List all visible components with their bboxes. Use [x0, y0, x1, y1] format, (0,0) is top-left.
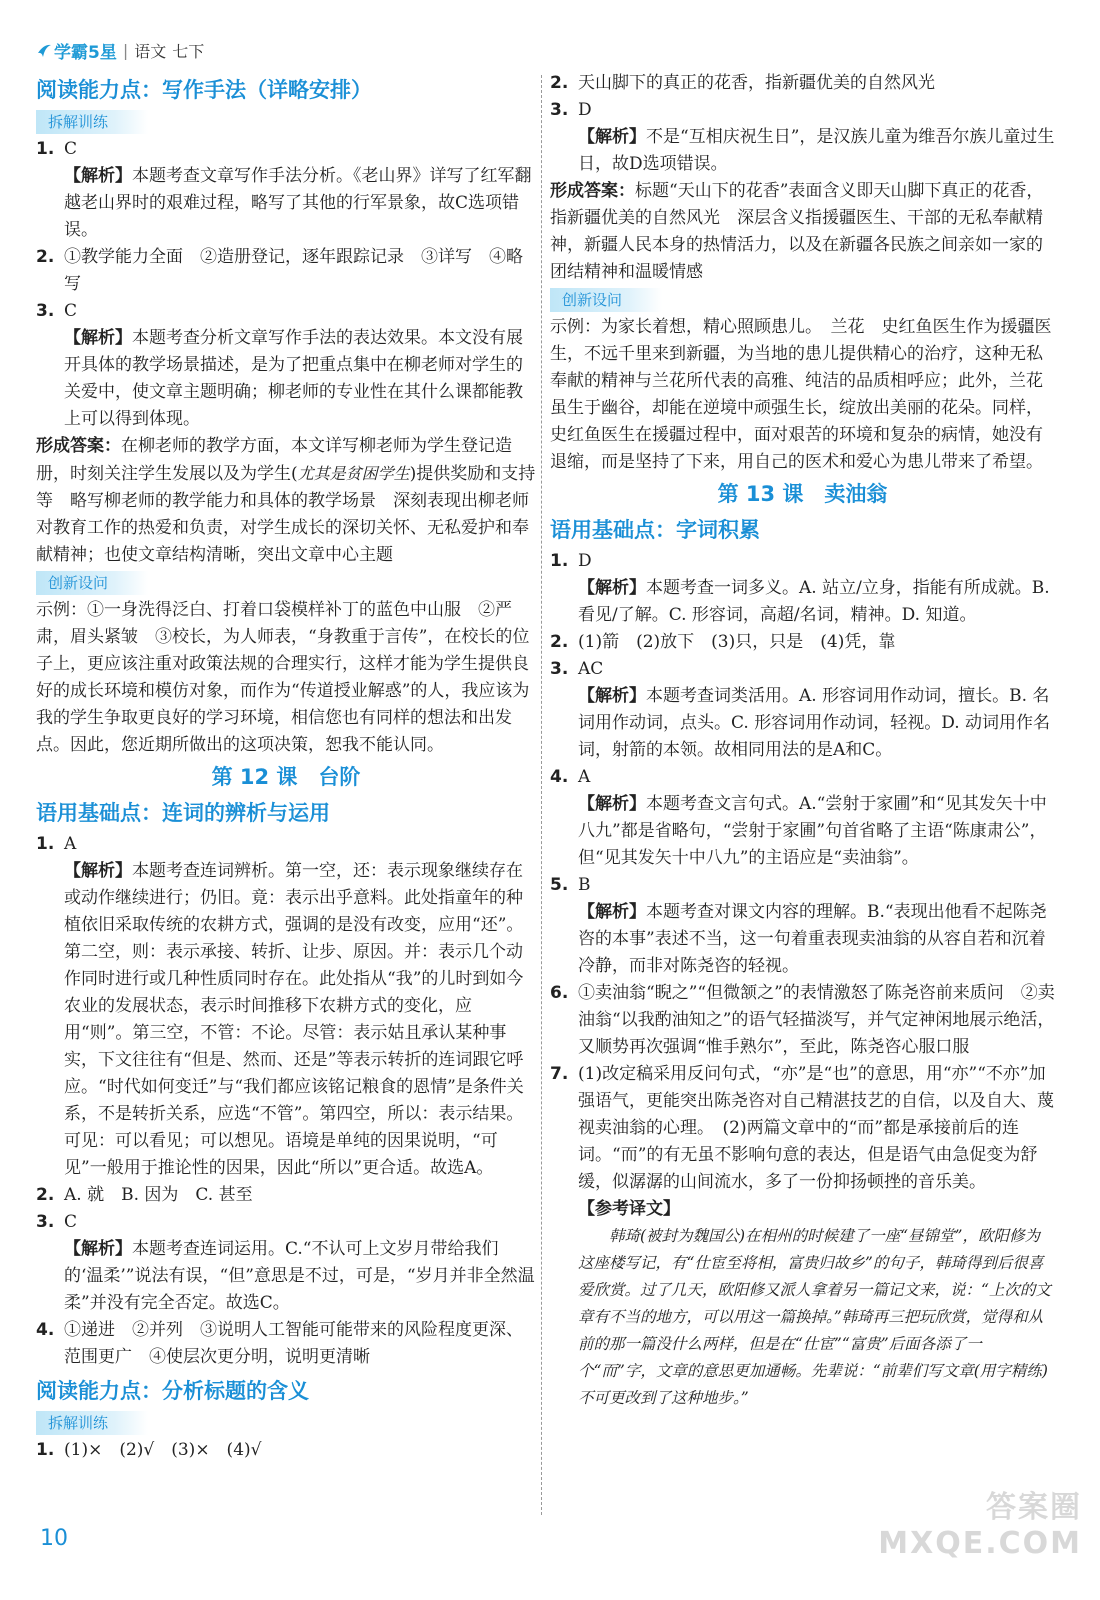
example-answer: 示例：为家长着想，精心照顾患儿。 兰花 史红鱼医生作为援疆医生，不远千里来到新疆，为当地的患儿提供精心的治疗，这种无私奉献的精神与兰花所代表的高雅、纯洁的品质相呼应；此外，兰花虽生于幽谷，却能在逆境中顽强生长，绽放出美丽的花朵。同样，史红鱼医生在援疆过程中，面对艰苦的环境和复杂的病情，她没有退缩，而是坚持了下来，用自己的医术和爱心为患儿带来了希望。: [550, 317, 1052, 472]
question-number: 1.: [36, 1440, 55, 1460]
analysis: [36, 858, 536, 1182]
tag-label: 创新设问: [36, 571, 148, 595]
brand-star-icon: [36, 43, 52, 59]
question-item: [550, 629, 1055, 656]
question-item: [550, 872, 1055, 899]
question-answer: C: [64, 301, 78, 321]
question-answer: D: [578, 551, 592, 571]
analysis-label: 【解析】: [64, 861, 132, 881]
question-answer: (1)× (2)√ (3)× (4)√: [64, 1440, 262, 1460]
column-divider: [541, 75, 542, 1515]
right-column: [550, 70, 1055, 1412]
question-answer: C: [64, 1212, 78, 1232]
question-answer: ①递进 ②并列 ③说明人工智能可能带来的风险程度更深、范围更广 ④使层次更分明，说明更清晰: [64, 1320, 523, 1367]
formed-answer-text: 标题“天山下的花香”表面含义即天山脚下真正的花香，指新疆优美的自然风光 深层含义指援疆医生、干部的无私奉献精神，新疆人民本身的热情活力，以及在新疆各民族之间亲如一家的团结精神和温暖情感: [550, 181, 1044, 282]
analysis-label: 【解析】: [578, 127, 646, 147]
analysis-label: 【解析】: [578, 686, 646, 706]
analysis-text: 本题考查连词运用。C.“不认可上文岁月带给我们的‘温柔’”说法有误，“但”意思是不过，可是，“岁月并非全然温柔”并没有完全否定。故选C。: [64, 1239, 535, 1313]
analysis: [36, 1236, 536, 1317]
question-item: [36, 298, 536, 325]
question-number: 2.: [550, 632, 569, 652]
section-title: 阅读能力点：分析标题的含义: [36, 1379, 309, 1403]
lesson-title: 第 12 课 台阶: [211, 765, 361, 789]
header: [36, 38, 204, 63]
question-number: 5.: [550, 875, 569, 895]
analysis-text: 本题考查文章写作手法分析。《老山界》详写了红军翻越老山界时的艰难过程，略写了其他的行军景象，故C选项错误。: [64, 166, 532, 240]
question-item: [36, 1317, 536, 1371]
question-item: [550, 764, 1055, 791]
analysis-label: 【解析】: [578, 578, 646, 598]
analysis: [36, 163, 536, 244]
question-item: [36, 831, 536, 858]
question-answer: B: [578, 875, 591, 895]
question-answer: 天山脚下的真正的花香，指新疆优美的自然风光: [578, 73, 935, 93]
question-answer: ①教学能力全面 ②造册登记，逐年跟踪记录 ③详写 ④略写: [64, 247, 523, 294]
question-number: 1.: [550, 551, 569, 571]
question-item: [550, 70, 1055, 97]
analysis-label: 【解析】: [578, 794, 646, 814]
question-answer: ①卖油翁“睨之”“但微颔之”的表情激怒了陈尧咨前来质问 ②卖油翁“以我酌油知之”的语气轻描淡写，并气定神闲地展示绝活，又顺势再次强调“惟手熟尔”，至此，陈尧咨心服口服: [578, 983, 1055, 1057]
question-number: 2.: [550, 73, 569, 93]
formed-answer-emphasis: 尤其是贫困学生: [297, 464, 410, 483]
lesson-title: 第 13 课 卖油翁: [717, 482, 888, 506]
section-title: 阅读能力点：写作手法（详略安排）: [36, 78, 372, 102]
analysis-text: 本题考查一词多义。A. 站立/立身，指能有所成就。B. 看见/了解。C. 形容词，高超/名词，精神。D. 知道。: [578, 578, 1050, 625]
formed-answer: [550, 178, 1055, 286]
brand-logo: [36, 38, 117, 63]
question-answer: (1)箭 (2)放下 (3)只，只是 (4)凭，靠: [578, 632, 896, 652]
analysis: [550, 899, 1055, 980]
analysis-text: 本题考查词类活用。A. 形容词用作动词，擅长。B. 名词用作动词，点头。C. 形容词用作动词，轻视。D. 动词用作名词，射箭的本领。故相同用法的是A和C。: [578, 686, 1051, 760]
brand-name: 学霸5星: [54, 43, 117, 63]
question-item: [550, 656, 1055, 683]
tag-label: 拆解训练: [36, 110, 148, 134]
question-item: [36, 1437, 536, 1464]
formed-answer-text-a: 在柳老师的教学方面，本文详写柳老师为学生登记造册，时刻关注学生发展以及为学生(: [36, 436, 512, 484]
question-answer: (1)改定稿采用反问句式，“亦”是“也”的意思，用“亦”“不亦”加强语气，更能突出陈尧咨对自己精湛技艺的自信，以及自大、蔑视卖油翁的心理。 (2)两篇文章中的“而”都是承接前后的连词。“而”的有无虽不影响句意的表达，但是语气由急促变为舒缓，似潺潺的山间流水，多了一份抑扬顿挫的音乐美。: [578, 1064, 1054, 1192]
formed-answer: [36, 433, 536, 569]
analysis: [550, 575, 1055, 629]
question-number: 2.: [36, 1185, 55, 1205]
question-item: [36, 1209, 536, 1236]
watermark-line1: 答案圈: [986, 1490, 1082, 1525]
question-number: 1.: [36, 139, 55, 159]
question-answer: A. 就 B. 因为 C. 甚至: [64, 1185, 253, 1205]
header-subject: 语文: [134, 42, 167, 61]
analysis: [36, 325, 536, 433]
question-number: 1.: [36, 834, 55, 854]
question-item: [550, 548, 1055, 575]
watermark-line2: MXQE.COM: [878, 1526, 1082, 1561]
question-number: 3.: [36, 1212, 55, 1232]
tag-label: 创新设问: [550, 288, 662, 312]
question-answer: A: [578, 767, 591, 787]
question-number: 2.: [36, 247, 55, 267]
formed-answer-text-b: )提供奖励和支持等 略写柳老师的教学能力和具体的教学场景 深刻表现出柳老师对教育工作的热爱和负责，对学生成长的深切关怀、无私爱护和奉献精神；也使文章结构清晰，突出文章中心主题: [36, 464, 536, 565]
question-number: 3.: [36, 301, 55, 321]
analysis: [550, 683, 1055, 764]
question-item: [550, 980, 1055, 1061]
section-title: 语用基础点：字词积累: [550, 518, 760, 542]
watermark: [878, 1490, 1082, 1562]
question-item: [550, 97, 1055, 124]
left-column: [36, 70, 536, 1464]
analysis-label: 【解析】: [64, 328, 132, 348]
question-answer: AC: [578, 659, 604, 679]
reference-translation: 韩琦(被封为魏国公)在相州的时候建了一座“昼锦堂”，欧阳修为这座楼写记，有“仕宦至将相，富贵归故乡”的句子，韩琦得到后很喜爱欣赏。过了几天，欧阳修又派人拿着另一篇记文来，说：“上次的文章有不当的地方，可以用这一篇换掉。”韩琦再三把玩欣赏，觉得和从前的那一篇没什么两样，但是在“仕宦”“富贵”后面各添了一个“而”字，文章的意思更加通畅。先辈说：“前辈们写文章(用字精练)不可更改到了这种地步。”: [578, 1227, 1051, 1407]
analysis-text: 本题考查对课文内容的理解。B.“表现出他看不起陈尧咨的本事”表述不当，这一句着重表现卖油翁的从容自若和沉着冷静，而非对陈尧咨的轻视。: [578, 902, 1047, 976]
page-number: 10: [40, 1526, 68, 1551]
analysis-text: 本题考查分析文章写作手法的表达效果。本文没有展开具体的教学场景描述，是为了把重点集中在柳老师对学生的关爱中，使文章主题明确；柳老师的专业性在其什么课都能教上可以得到体现。: [64, 328, 523, 429]
analysis-label: 【解析】: [578, 902, 646, 922]
question-number: 4.: [36, 1320, 55, 1340]
tag-label: 拆解训练: [36, 1411, 148, 1435]
analysis-text: 本题考查连词辨析。第一空，还：表示现象继续存在或动作继续进行；仍旧。竟：表示出乎意料。此处指童年的种植依旧采取传统的农耕方式，强调的是没有改变，应用“还”。第二空，则：表示承接、转折、让步、原因。并：表示几个动作同时进行或几种性质同时存在。此处指从“我”的儿时到如今农业的发展状态，表示时间推移下农耕方式的变化，应用“则”。第三空，不管：不论。尽管：表示姑且承认某种事实，下文往往有“但是、然而、还是”等表示转折的连词跟它呼应。“时代如何变迁”与“我们都应该铭记粮食的恩情”是条件关系，不是转折关系，应选“不管”。第四空，所以：表示结果。可见：可以看见；可以想见。语境是单纯的因果说明，“可见”一般用于推论性的因果，因此“所以”更合适。故选A。: [64, 861, 524, 1178]
question-number: 6.: [550, 983, 569, 1003]
question-number: 4.: [550, 767, 569, 787]
analysis: [550, 124, 1055, 178]
formed-answer-label: 形成答案：: [36, 436, 121, 456]
header-grade: 七下: [172, 42, 205, 61]
question-number: 3.: [550, 100, 569, 120]
question-number: 3.: [550, 659, 569, 679]
formed-answer-label: 形成答案：: [550, 181, 635, 201]
analysis-text: 本题考查文言句式。A.“尝射于家圃”和“见其发矢十中八九”都是省略句，“尝射于家圃”句首省略了主语“陈康肃公”，但“见其发矢十中八九”的主语应是“卖油翁”。: [578, 794, 1047, 868]
question-answer: C: [64, 139, 78, 159]
reference-translation-label: 【参考译文】: [578, 1199, 680, 1219]
section-title: 语用基础点：连词的辨析与运用: [36, 801, 330, 825]
question-item: [36, 244, 536, 298]
analysis-label: 【解析】: [64, 166, 132, 186]
question-answer: D: [578, 100, 592, 120]
analysis-label: 【解析】: [64, 1239, 132, 1259]
question-item: [550, 1061, 1055, 1196]
header-separator: |: [122, 41, 129, 60]
question-item: [36, 1182, 536, 1209]
analysis: [550, 791, 1055, 872]
question-answer: A: [64, 834, 77, 854]
question-number: 7.: [550, 1064, 569, 1084]
example-answer: 示例：①一身洗得泛白、打着口袋模样补丁的蓝色中山服 ②严肃，眉头紧皱 ③校长，为人师表，“身教重于言传”，在校长的位子上，更应该注重对政策法规的合理实行，这样才能为学生提供良好的成长环境和模仿对象，而作为“传道授业解惑”的人，我应该为我的学生争取更良好的学习环境，相信您也有同样的想法和出发点。因此，您近期所做出的这项决策，恕我不能认同。: [36, 600, 530, 755]
analysis-text: 不是“互相庆祝生日”，是汉族儿童为维吾尔族儿童过生日，故D选项错误。: [578, 127, 1055, 174]
question-item: [36, 136, 536, 163]
